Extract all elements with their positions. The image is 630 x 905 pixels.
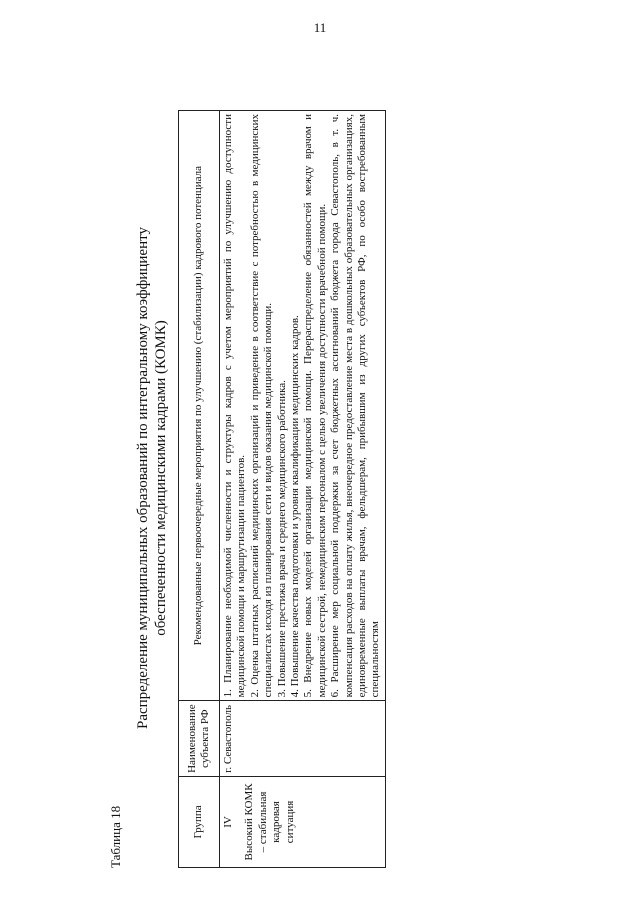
measure-item: 2. Оценка штатных расписаний медицинских организаций и приведение в соответствие с потребностью в медицинских специалистах исходя из планирования сети и видов оказания медицинской помощи. — [248, 114, 275, 698]
measure-item: 6. Расширение мер социальной поддержки за счет бюджетных ассигнований бюджета города Севастополь, в т. ч. компенсация расходов на оплату жилья, внеочередное предоставление места в дошкольных образовательных организациях, единовременные выплаты врачам, фельдшерам, прибывшим из других субъектов РФ, по особо востребованным специальностям — [329, 114, 382, 698]
table-label: Таблица 18 — [108, 805, 123, 868]
rotated-page-content — [108, 108, 630, 868]
header-measures: Рекомендованные первоочередные мероприятия по улучшению (стабилизации) кадрового потенциала — [179, 111, 220, 701]
measure-item: 4. Повышение качества подготовки и уровня квалификации медицинских кадров. — [289, 315, 302, 698]
title-line-1: Распределение муниципальных образований по интегральному коэффициенту — [135, 227, 151, 729]
group-cell — [220, 776, 386, 867]
measures-cell — [220, 111, 386, 701]
measure-item: 1. Планирование необходимой численности и структуры кадров с учетом мероприятий по улучшению доступности медицинской помощи и маршрутизации пациентов. — [222, 114, 248, 698]
komk-table — [178, 110, 386, 868]
subject-cell: г. Севастополь — [220, 701, 386, 777]
header-group: Группа — [179, 776, 220, 867]
table-row — [220, 111, 386, 868]
table-header-row — [179, 111, 220, 868]
measure-item: 3. Повышение престижа врача и среднего медицинского работника. — [275, 380, 288, 698]
header-subject: Наименование субъекта РФ — [179, 701, 220, 777]
group-number: IV — [222, 816, 234, 828]
measure-item: 5. Внедрение новых моделей организации медицинской помощи. Перераспределение обязанностей между врачом и медицинской сестрой, немедицинским персоналом с целью увеличения доступности врачебной помощи. — [302, 114, 328, 698]
title-line-2: обеспеченности медицинскими кадрами (КОМК) — [153, 320, 169, 636]
group-description: Высокий КОМК – стабильная кадровая ситуация — [243, 783, 296, 861]
page-number: 11 — [313, 20, 327, 35]
table-title — [134, 128, 170, 828]
